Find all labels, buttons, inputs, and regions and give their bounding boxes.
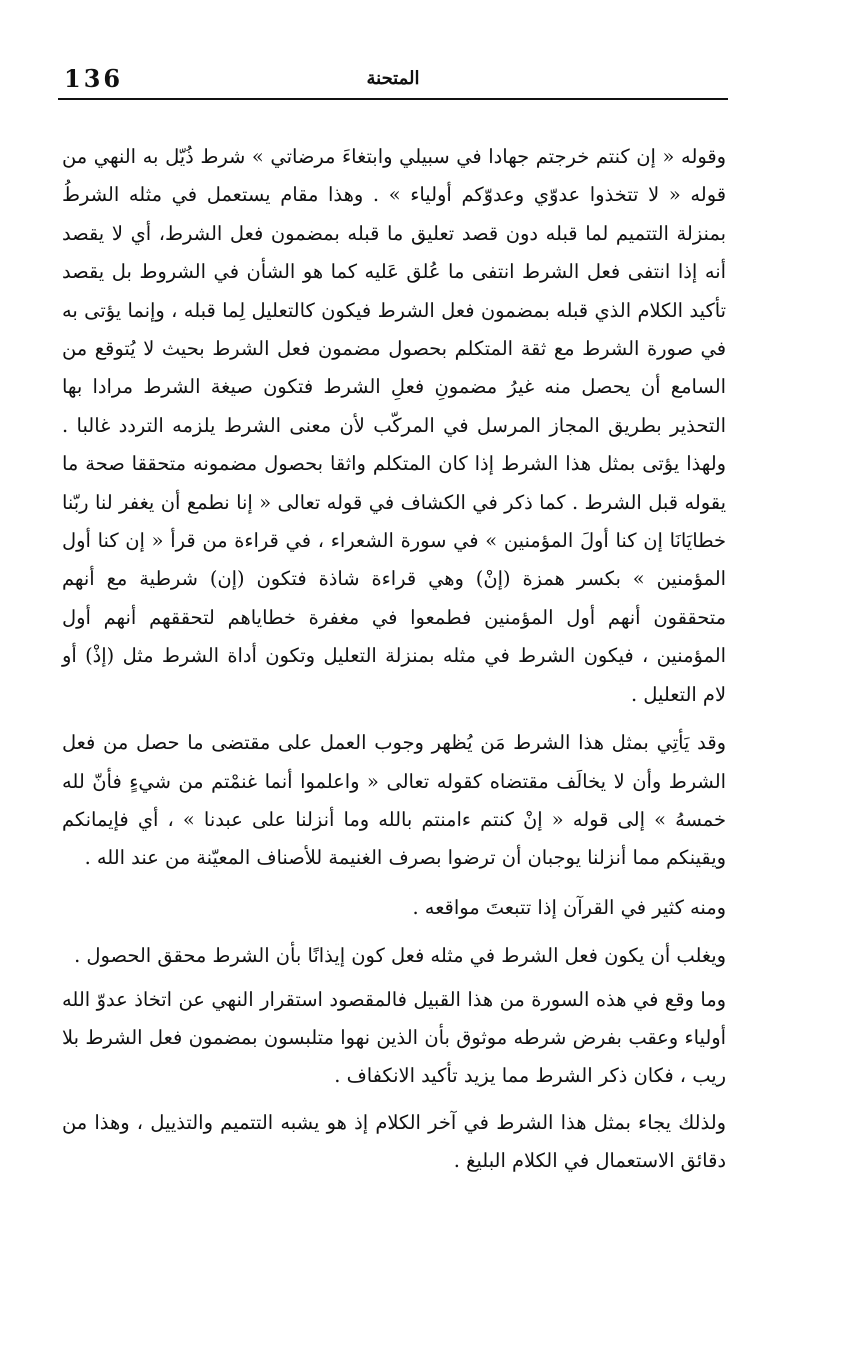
running-head: المتحنة <box>366 68 420 89</box>
paragraph-6: ولذلك يجاء بمثل هذا الشرط في آخر الكلام إذ هو يشبه التتميم والتذييل ، وهذا من دقائق الاستعمال في الكلام البليغ . <box>62 1110 726 1173</box>
paragraph-5: وما وقع في هذه السورة من هذا القبيل فالمقصود استقرار النهي عن اتخاذ عدوّ الله أولياء وعقب بفرض شرطه موثوق بأن الذين نهوا متلبسون بمضمون فعل الشرط بلا ريب ، فكان ذكر الشرط مما يزيد تأكيد الانكفاف . <box>62 987 726 1088</box>
paragraph-1: وقوله « إن كنتم خرجتم جهادا في سبيلي وابتغاءَ مرضاتي » شرط ذُيّل به النهي من قوله « لا تتخذوا عدوّي وعدوّكم أولياء » . وهذا مقام يستعمل في مثله الشرطُ بمنزلة التتميم لما قبله دون قصد تعليق ما قبله بمضمون فعل الشرط، أي لا يقصد أنه إذا انتفى فعل الشرط انتفى ما عُلق عَليه كما هو الشأن في الشروط بل يقصد تأكيد الكلام الذي قبله بمضمون فعل الشرط فيكون كالتعليل لِما قبله ، وإنما يؤتى به في صورة الشرط مع ثقة المتكلم بحصول مضمون فعل الشرط بحيث لا يُتوقع من السامع أن يحصل منه غيرُ مضمونِ فعلِ الشرط فتكون صيغة الشرط مرادا بها التحذير بطريق المجاز المرسل في المركّب لأن معنى الشرط يلزمه التردد غالبا . ولهذا يؤتى بمثل هذا الشرط إذا كان المتكلم واثقا بحصول مضمونه متحققا صحة ما يقوله قبل الشرط . كما ذكر في الكشاف في قوله تعالى « إنا نطمع أن يغفر لنا ربّنا خطايَانَا إن كنا أولَ المؤمنين » في سورة الشعراء ، في قراءة من قرأ « إن كنا أول المؤمنين » بكسر همزة (إنْ) وهي قراءة شاذة فتكون (إن) شرطية مع أنهم متحققون أنهم أول المؤمنين فطمعوا في مغفرة خطاياهم لتحققهم أنهم أول المؤمنين ، فيكون الشرط في مثله بمنزلة التعليل وتكون أداة الشرط مثل (إذْ) أو لام التعليل . <box>62 145 726 706</box>
paragraph-3: ومنه كثير في القرآن إذا تتبعتَ مواقعه . <box>412 895 726 919</box>
page-body <box>62 138 726 1181</box>
page-number: 136 <box>64 64 124 93</box>
page-header <box>58 58 728 100</box>
paragraph-4: ويغلب أن يكون فعل الشرط في مثله فعل كون إيذانًا بأن الشرط محقق الحصول . <box>74 944 726 968</box>
paragraph-2: وقد يَأتِي بمثل هذا الشرط مَن يُظهر وجوب العمل على مقتضى ما حصل من فعل الشرط وأن لا يخالَف مقتضاه كقوله تعالى « واعلموا أنما غنمْتم من شيءٍ فأنّ لله خمسهُ » إلى قوله « إنْ كنتم ءامنتم بالله وما أنزلنا على عبدنا » ، أي فإيمانكم ويقينكم مما أنزلنا يوجبان أن ترضوا بصرف الغنيمة للأصناف المعيّنة من عند الله . <box>62 731 726 870</box>
